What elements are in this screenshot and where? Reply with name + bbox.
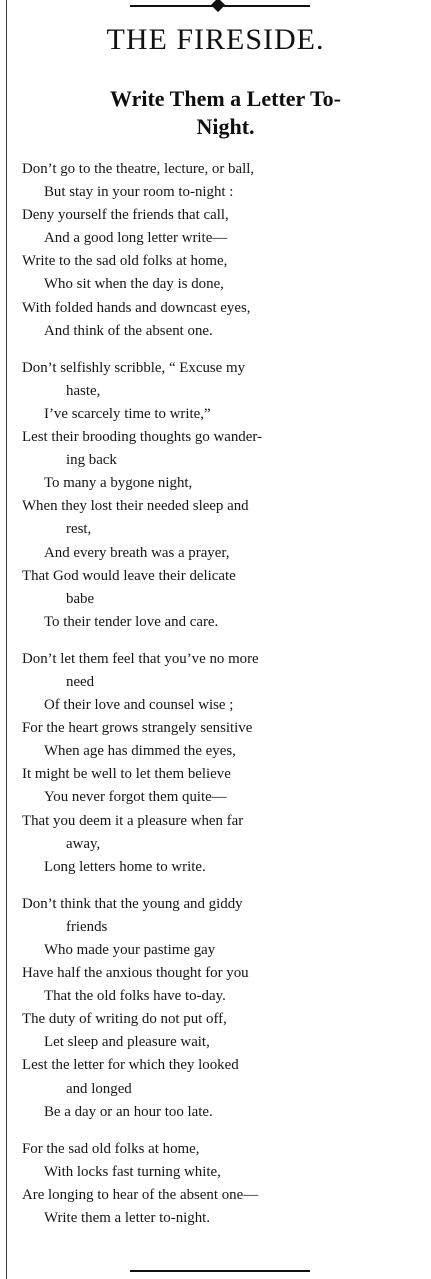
poem-line: Let sleep and pleasure wait, [44,1034,210,1051]
poem-line: With folded hands and downcast eyes, [22,299,251,316]
poem-line: It might be well to let them believe [22,766,231,783]
poem-line: But stay in your room to-night : [44,184,234,201]
poem-title-line: Write Them a Letter To- [110,86,341,111]
poem-line: Who made your pastime gay [44,942,216,958]
poem-line: Are longing to hear of the absent one— [22,1186,259,1203]
poem-line: The duty of writing do not put off, [22,1011,227,1028]
poem-line: To many a bygone night, [44,475,193,492]
poem-line: And every breath was a prayer, [44,544,230,561]
poem-line: And think of the absent one. [44,322,213,339]
poem-stanza [22,357,431,634]
poem-line: To their tender love and care. [44,613,219,630]
poem-line: Deny yourself the friends that call, [22,207,229,224]
poem-line: and longed [66,1080,132,1097]
poem-line: Don’t selfishly scribble, “ Excuse my [22,359,246,376]
poem-line: You never forgot them quite— [44,789,227,806]
poem-line: That God would leave their delicate [22,567,236,584]
poem-line: With locks fast turning white, [44,1163,221,1180]
poem-line: ing back [66,452,117,469]
poem-line: Lest their brooding thoughts go wander- [22,429,262,446]
poem-line: Don’t let them feel that you’ve no more [22,650,259,667]
poem-line: Write them a letter to-night. [44,1210,211,1227]
poem-stanza [22,648,431,879]
poem-line: That the old folks have to-day. [44,988,226,1005]
poem-line: Be a day or an hour too late. [44,1103,213,1120]
poem-line: That you deem it a pleasure when far [22,812,244,829]
poem-line: When age has dimmed the eyes, [44,743,236,760]
poem-body [22,158,431,1230]
poem-line: I’ve scarcely time to write,” [44,405,211,422]
poem-stanza [22,158,431,343]
top-ornament-rule [130,0,310,12]
poem-line: Who sit when the day is done, [44,276,224,293]
poem-line: Write to the sad old folks at home, [22,253,228,270]
poem-line: Have half the anxious thought for you [22,965,249,982]
poem-line: Long letters home to write. [44,858,206,875]
poem-line: away, [66,835,101,852]
poem-line: rest, [66,521,92,538]
poem-line: Don’t think that the young and giddy [22,895,243,912]
column-rule [6,0,7,1279]
poem-line: friends [66,918,108,935]
bottom-rule [130,1270,310,1272]
poem-stanza [22,1138,431,1230]
section-title: THE FIRESIDE. [106,23,325,56]
poem-line: And a good long letter write— [44,230,228,247]
poem-stanza [22,893,431,1124]
poem-line: Lest the letter for which they looked [22,1057,239,1074]
poem-line: Don’t go to the theatre, lecture, or ball, [22,161,255,177]
poem-line: Of their love and counsel wise ; [44,697,234,714]
ornament-diamond [211,0,225,12]
poem-line: For the heart grows strangely sensitive [22,720,253,737]
poem-line: For the sad old folks at home, [22,1140,200,1157]
poem-line: When they lost their needed sleep and [22,498,249,515]
poem-title-line: Night. [196,114,255,139]
poem-line: babe [66,590,95,607]
poem-line: haste, [66,382,101,399]
poem-line: need [66,673,95,690]
